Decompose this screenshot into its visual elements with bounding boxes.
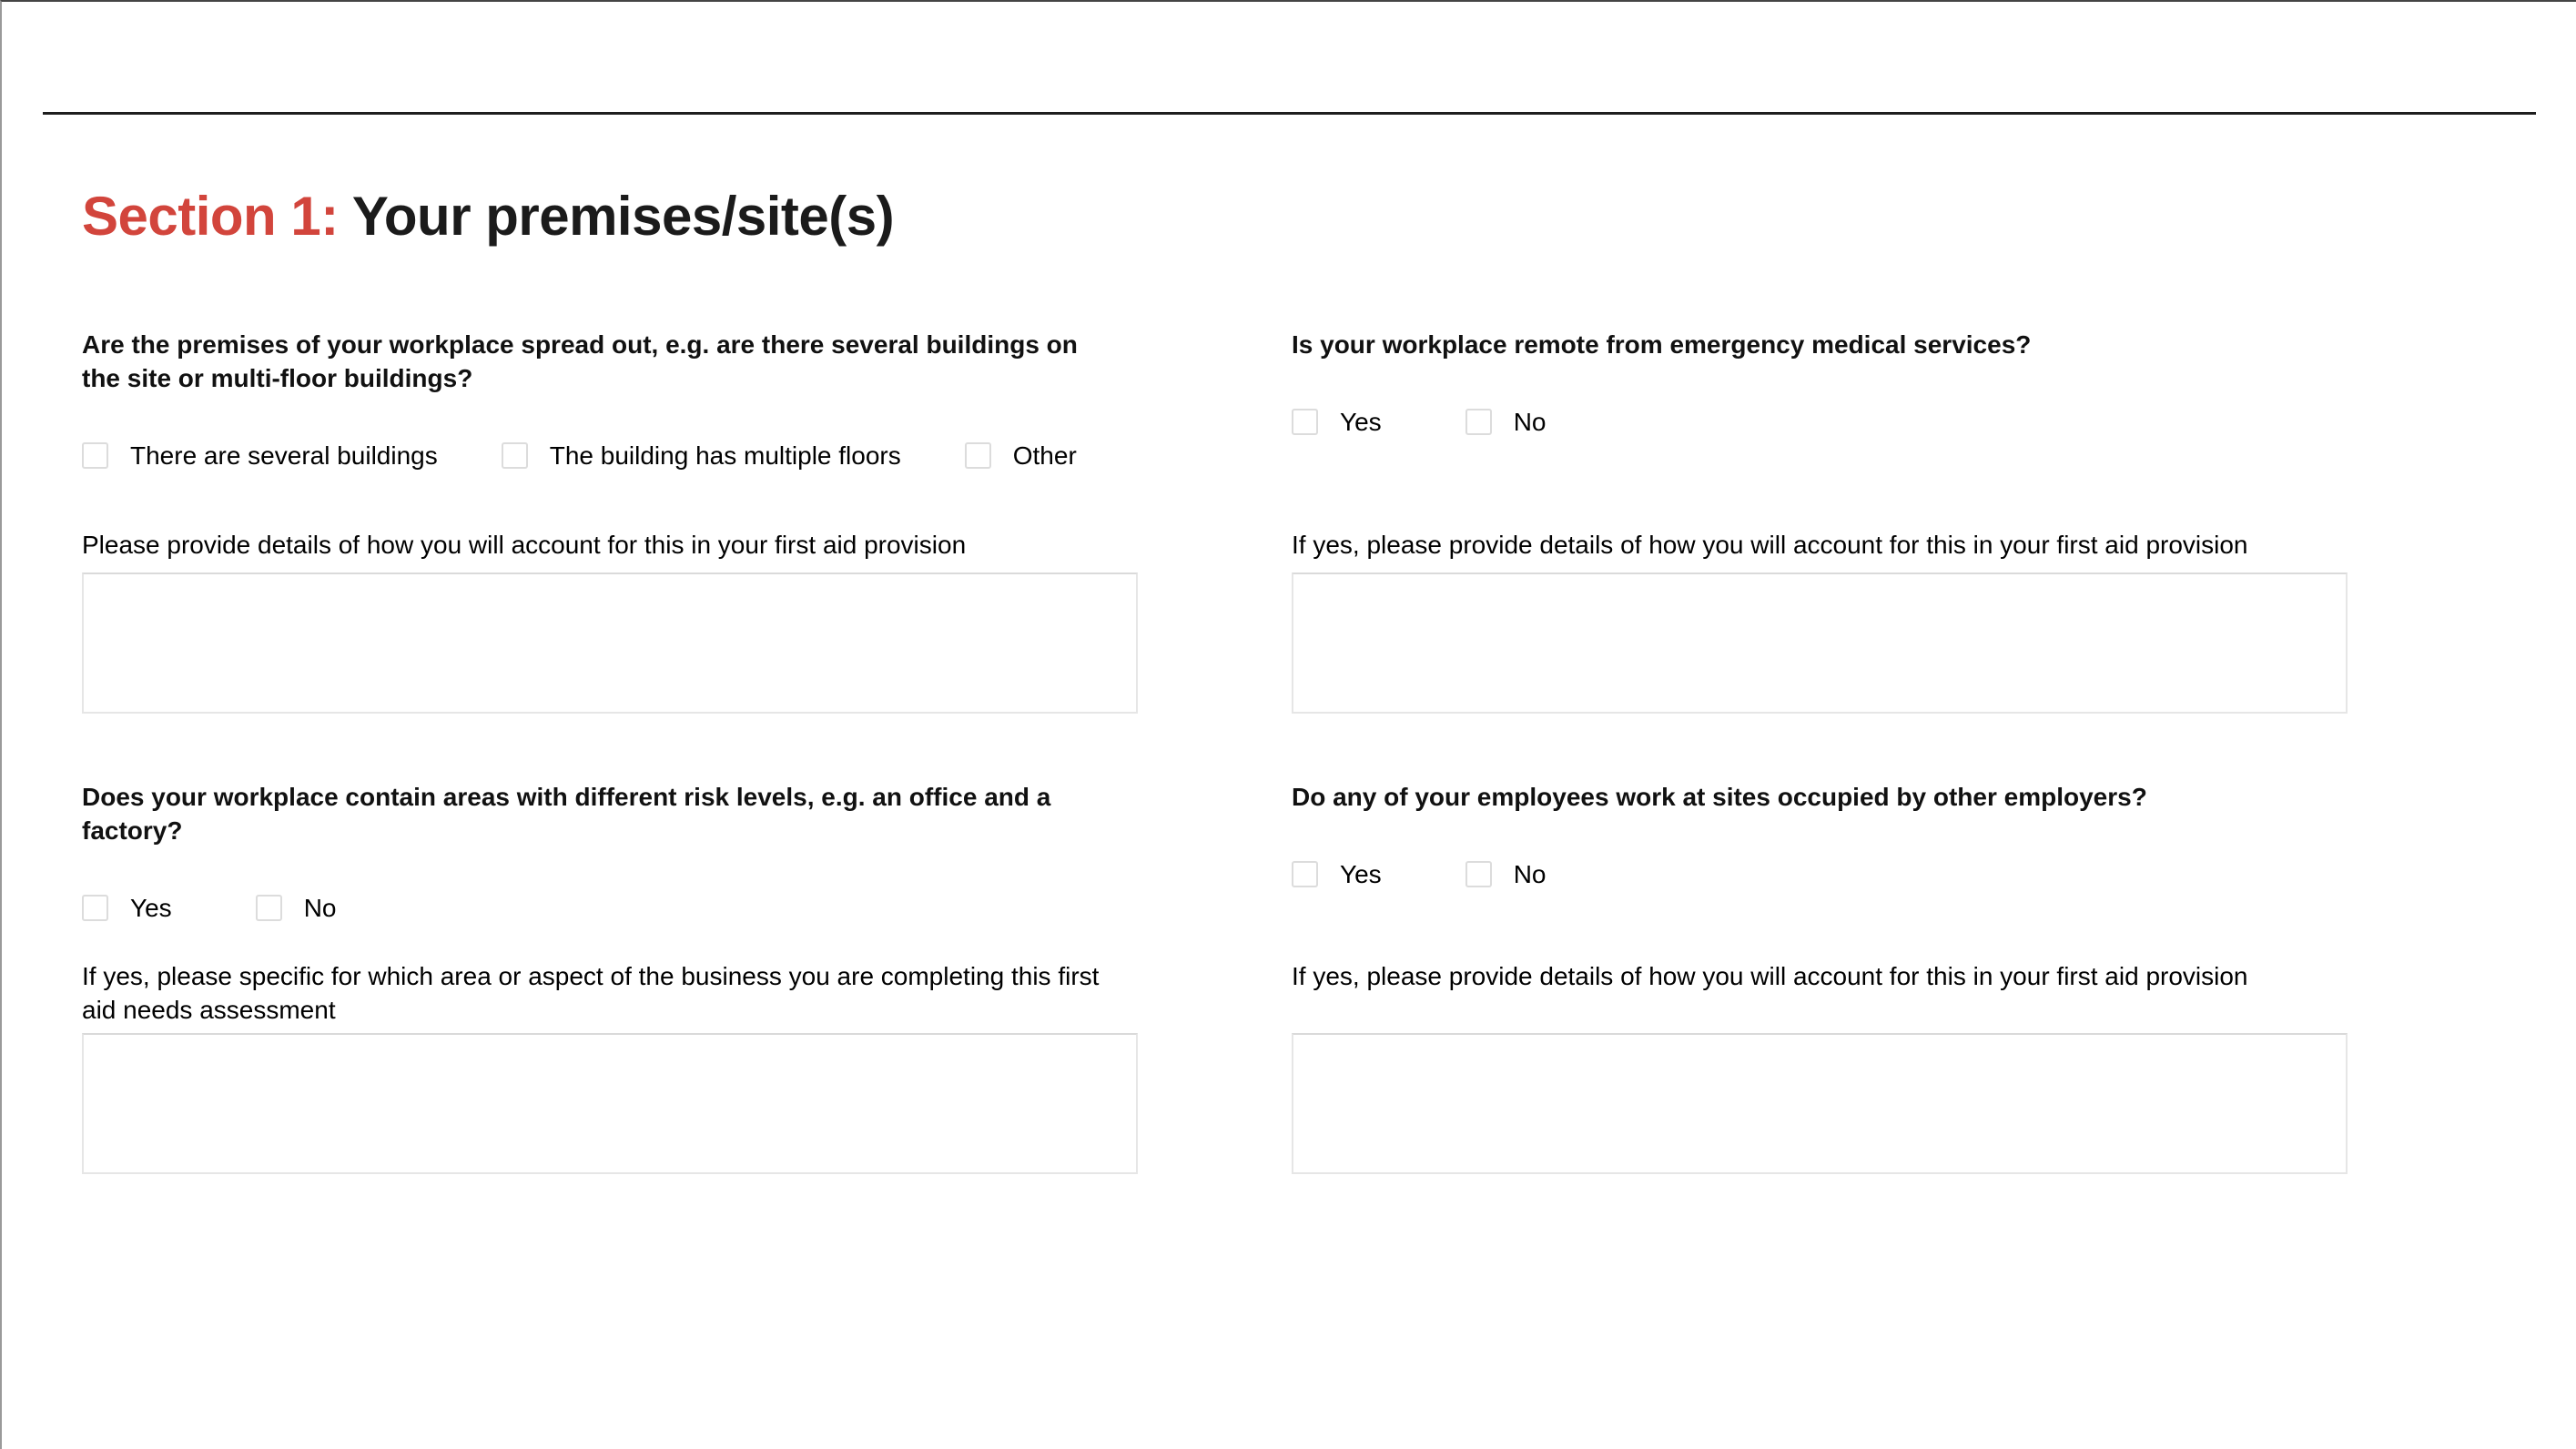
checkbox-icon[interactable] xyxy=(82,442,108,469)
checkbox-label: No xyxy=(303,894,337,922)
checkbox-label: The building has multiple floors xyxy=(549,441,901,470)
question-text: Does your workplace contain areas with different risk levels, e.g. an office and a factory? xyxy=(82,783,1051,845)
checkbox-group-premises-spread xyxy=(82,439,1138,472)
details-remote-medical xyxy=(1292,528,2348,780)
checkbox-yes[interactable] xyxy=(1292,405,1382,439)
checkbox-group-risk-levels xyxy=(82,891,1138,925)
question-text: Is your workplace remote from emergency medical services? xyxy=(1292,330,2032,359)
checkbox-group-remote-medical xyxy=(1292,405,2348,439)
checkbox-label: Yes xyxy=(130,894,172,922)
detail-label: If yes, please specific for which area or aspect of the business you are completing this first aid needs assessment xyxy=(82,962,1100,1024)
checkbox-label: Other xyxy=(1012,441,1077,470)
details-risk-levels xyxy=(82,959,1138,1174)
top-divider xyxy=(43,112,2536,115)
checkbox-no[interactable] xyxy=(256,891,337,925)
section-label: Section 1: xyxy=(82,186,339,247)
checkbox-multiple-floors[interactable] xyxy=(502,439,901,472)
checkbox-icon[interactable] xyxy=(1292,409,1318,435)
detail-label: If yes, please provide details of how you will account for this in your first aid provision xyxy=(1292,962,2248,990)
detail-label-wrap xyxy=(1292,528,2348,573)
checkbox-icon[interactable] xyxy=(1465,409,1492,435)
detail-label-wrap xyxy=(82,528,1138,573)
detail-label: If yes, please provide details of how you will account for this in your first aid provision xyxy=(1292,531,2248,559)
checkbox-label: Yes xyxy=(1340,408,1382,436)
question-text: Are the premises of your workplace spread out, e.g. are there several buildings on the site or multi-floor buildings? xyxy=(82,330,1078,392)
checkbox-icon[interactable] xyxy=(82,895,108,921)
checkbox-icon[interactable] xyxy=(1465,861,1492,887)
section-heading xyxy=(82,187,2576,246)
details-textarea-premises-spread[interactable] xyxy=(82,573,1138,714)
details-textarea-risk-levels[interactable] xyxy=(82,1033,1138,1174)
checkbox-icon[interactable] xyxy=(256,895,282,921)
question-other-employers xyxy=(1292,780,2348,959)
checkbox-yes[interactable] xyxy=(1292,857,1382,891)
question-text: Do any of your employees work at sites occupied by other employers? xyxy=(1292,783,2147,811)
detail-label: Please provide details of how you will account for this in your first aid provision xyxy=(82,531,967,559)
checkbox-icon[interactable] xyxy=(502,442,528,469)
question-premises-spread xyxy=(82,328,1138,528)
section-title: Your premises/site(s) xyxy=(351,186,895,247)
checkbox-label: Yes xyxy=(1340,860,1382,888)
checkbox-group-other-employers xyxy=(1292,857,2348,891)
details-textarea-other-employers[interactable] xyxy=(1292,1033,2348,1174)
details-premises-spread xyxy=(82,528,1138,780)
checkbox-label: No xyxy=(1513,408,1547,436)
question-risk-levels xyxy=(82,780,1138,959)
details-textarea-remote-medical[interactable] xyxy=(1292,573,2348,714)
checkbox-label: No xyxy=(1513,860,1547,888)
details-other-employers xyxy=(1292,959,2348,1174)
checkbox-yes[interactable] xyxy=(82,891,172,925)
question-remote-medical xyxy=(1292,328,2348,528)
checkbox-no[interactable] xyxy=(1465,857,1547,891)
checkbox-icon[interactable] xyxy=(965,442,991,469)
detail-label-wrap xyxy=(1292,959,2348,1033)
checkbox-label: There are several buildings xyxy=(130,441,438,470)
checkbox-icon[interactable] xyxy=(1292,861,1318,887)
checkbox-no[interactable] xyxy=(1465,405,1547,439)
checkbox-other[interactable] xyxy=(965,439,1077,472)
detail-label-wrap xyxy=(82,959,1138,1033)
checkbox-several-buildings[interactable] xyxy=(82,439,438,472)
section-form xyxy=(82,328,2576,1174)
